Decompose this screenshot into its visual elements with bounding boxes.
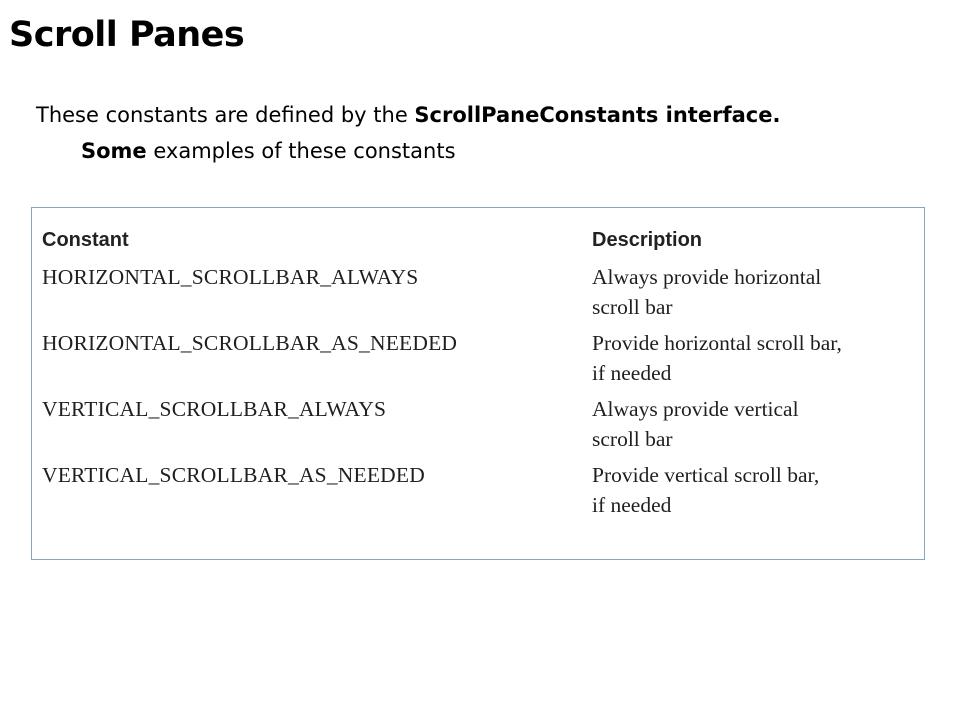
table-row: [42, 328, 922, 394]
intro-line-2: [36, 133, 936, 169]
description-line: Provide vertical scroll bar,: [592, 463, 820, 487]
intro-paragraph: [36, 97, 936, 169]
constants-table: [42, 228, 922, 526]
constant-cell: HORIZONTAL_SCROLLBAR_ALWAYS: [42, 265, 419, 289]
table-row: [42, 394, 922, 460]
description-cell: [592, 460, 922, 526]
header-description: Description: [592, 229, 703, 251]
header-constant: Constant: [42, 229, 129, 251]
table-row: [42, 460, 922, 526]
intro-some: Some: [81, 139, 147, 163]
constant-cell: VERTICAL_SCROLLBAR_AS_NEEDED: [42, 463, 425, 487]
constant-cell: HORIZONTAL_SCROLLBAR_AS_NEEDED: [42, 331, 458, 355]
description-cell: [592, 262, 922, 328]
intro-text-1: These constants are defined by the: [36, 103, 415, 127]
slide-title: Scroll Panes: [9, 15, 245, 55]
description-cell: [592, 394, 922, 460]
constants-table-figure: [31, 207, 925, 560]
table-row: [42, 262, 922, 328]
description-line: Provide horizontal scroll bar,: [592, 331, 842, 355]
intro-text-2: examples of these constants: [146, 139, 456, 163]
description-line: if needed: [592, 493, 672, 517]
description-line: scroll bar: [592, 295, 673, 319]
table-header-row: [42, 228, 922, 262]
description-line: if needed: [592, 361, 672, 385]
constant-cell: VERTICAL_SCROLLBAR_ALWAYS: [42, 397, 387, 421]
description-line: Always provide vertical: [592, 397, 799, 421]
description-line: scroll bar: [592, 427, 673, 451]
description-line: Always provide horizontal: [592, 265, 822, 289]
description-cell: [592, 328, 922, 394]
intro-interface-name: ScrollPaneConstants interface.: [414, 103, 781, 127]
